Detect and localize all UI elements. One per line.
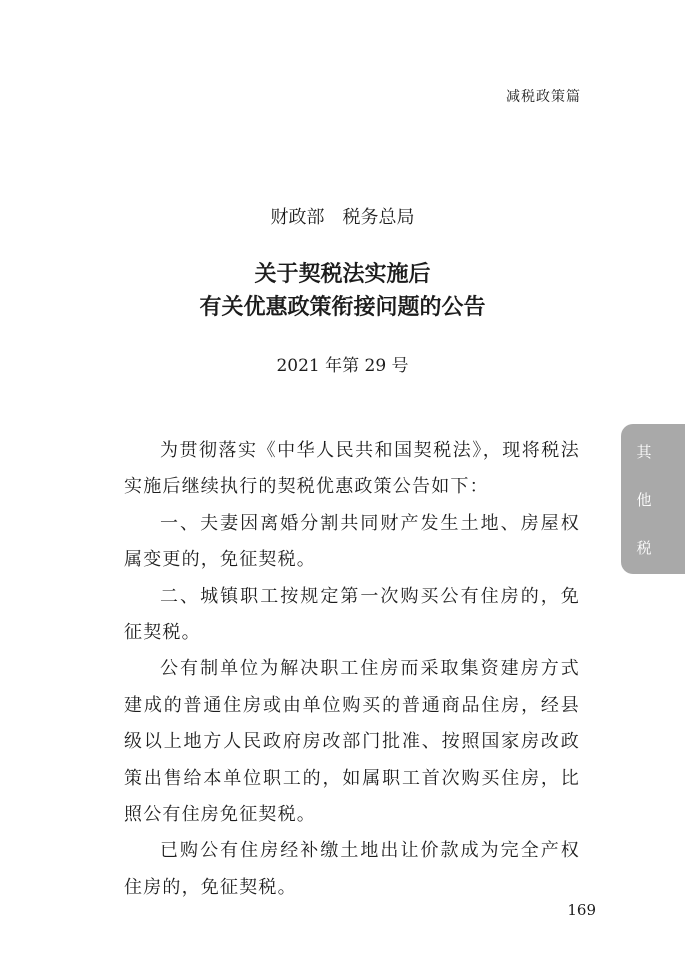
paragraph-item-2: 二、城镇职工按规定第一次购买公有住房的，免征契税。 <box>124 585 580 644</box>
paragraph-public-housing: 公有制单位为解决职工住房而采取集资建房方式建成的普通住房或由单位购买的普通商品住房，经县级以上地方人民政府房改部门批准、按照国家房改政策出售给本单位职工的，如属职工首次购买住房，比照公有住房免征契税。 <box>124 658 580 826</box>
document-body <box>124 433 580 906</box>
issuing-agency: 财政部 税务总局 <box>270 207 415 228</box>
side-tab-char-2: 他 <box>636 491 652 509</box>
side-tab-char-1: 其 <box>636 443 652 461</box>
paragraph-full-ownership: 已购公有住房经补缴土地出让价款成为完全产权住房的，免征契税。 <box>124 840 580 898</box>
title-line-2: 有关优惠政策衔接问题的公告 <box>199 294 486 320</box>
document-number: 2021 年第 29 号 <box>276 356 409 376</box>
document-title <box>0 258 685 324</box>
paragraph-item-1: 一、夫妻因离婚分割共同财产发生土地、房屋权属变更的，免征契税。 <box>124 512 580 571</box>
running-header: 减税政策篇 <box>506 89 581 105</box>
side-tab-char-3: 税 <box>636 539 652 557</box>
paragraph-intro: 为贯彻落实《中华人民共和国契税法》，现将税法实施后继续执行的契税优惠政策公告如下： <box>124 440 580 498</box>
page-number: 169 <box>567 901 596 919</box>
title-line-1: 关于契税法实施后 <box>254 261 431 287</box>
